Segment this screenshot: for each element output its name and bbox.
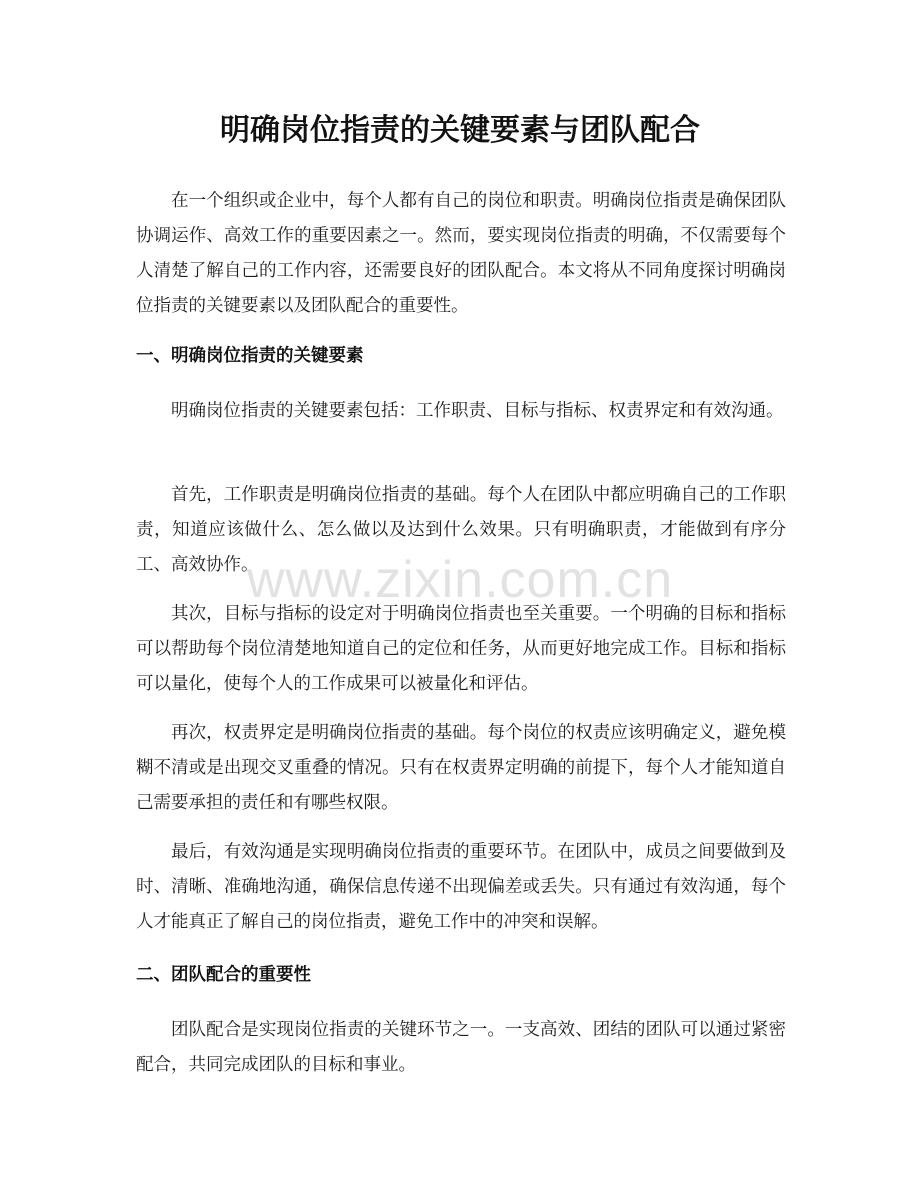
- paragraph: 再次，权责界定是明确岗位指责的基础。每个岗位的权责应该明确定义，避免模糊不清或是出现交叉重叠的情况。只有在权责界定明确的前提下，每个人才能知道自己需要承担的责任和有哪些权限。: [136, 723, 786, 813]
- paragraph: 团队配合是实现岗位指责的关键环节之一。一支高效、团结的团队可以通过紧密配合，共同完成团队的目标和事业。: [136, 1020, 786, 1075]
- paragraph: 其次，目标与指标的设定对于明确岗位指责也至关重要。一个明确的目标和指标可以帮助每个岗位清楚地知道自己的定位和任务，从而更好地完成工作。目标和指标可以量化，使每个人的工作成果可以被量化和评估。: [136, 604, 786, 694]
- section-heading-2: 二、团队配合的重要性: [136, 965, 311, 985]
- section-heading-1: 一、明确岗位指责的关键要素: [136, 346, 364, 366]
- paragraph: 首先，工作职责是明确岗位指责的基础。每个人在团队中都应明确自己的工作职责，知道应该做什么、怎么做以及达到什么效果。只有明确职责，才能做到有序分工、高效协作。: [136, 485, 786, 575]
- intro-paragraph: 在一个组织或企业中，每个人都有自己的岗位和职责。明确岗位指责是确保团队协调运作、高效工作的重要因素之一。然而，要实现岗位指责的明确，不仅需要每个人清楚了解自己的工作内容，还需要良好的团队配合。本文将从不同角度探讨明确岗位指责的关键要素以及团队配合的重要性。: [136, 191, 786, 316]
- watermark: www.zixin.com.cn: [246, 551, 674, 609]
- paragraph: 明确岗位指责的关键要素包括：工作职责、目标与指标、权责界定和有效沟通。: [171, 401, 784, 421]
- paragraph: 最后，有效沟通是实现明确岗位指责的重要环节。在团队中，成员之间要做到及时、清晰、准确地沟通，确保信息传递不出现偏差或丢失。只有通过有效沟通，每个人才能真正了解自己的岗位指责，避免工作中的冲突和误解。: [136, 842, 786, 932]
- document-title: 明确岗位指责的关键要素与团队配合: [220, 113, 700, 148]
